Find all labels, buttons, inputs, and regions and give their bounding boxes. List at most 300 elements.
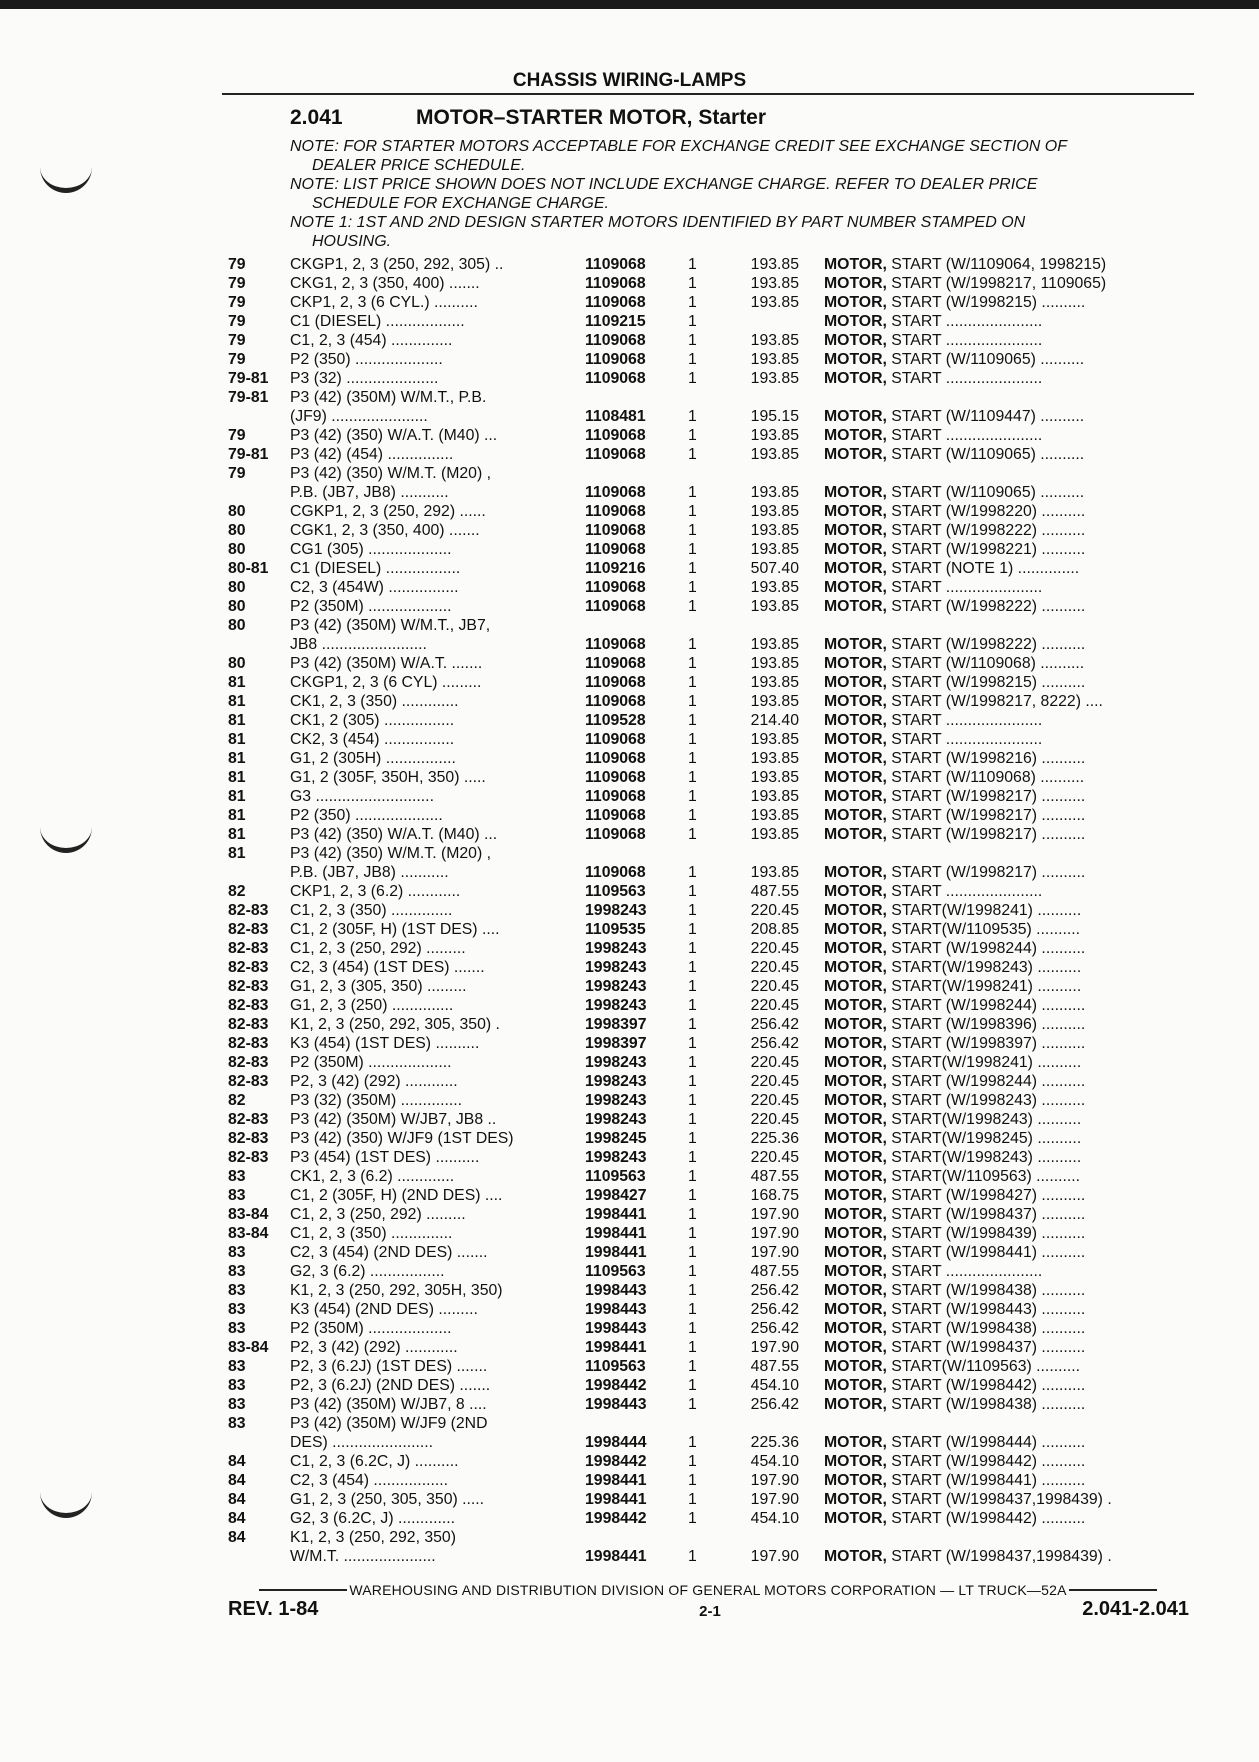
table-row (0, 1205, 1259, 1224)
note (290, 137, 1190, 175)
part-number: 1998397 (585, 1035, 647, 1052)
list-price: 193.85 (750, 769, 799, 786)
list-price: 193.85 (750, 864, 799, 881)
quantity: 1 (688, 256, 697, 273)
model-application: CK1, 2 (305) ................ (290, 712, 455, 729)
model-year: 80 (228, 541, 246, 558)
description-text: START (W/1998244) .......... (886, 940, 1086, 957)
table-row (0, 1015, 1259, 1034)
description (824, 977, 1189, 996)
description-keyword: MOTOR, (824, 731, 887, 748)
model-application: P3 (42) (350) W/M.T. (M20) , (290, 845, 492, 862)
description-text: START (W/1109064, 1998215) (886, 256, 1107, 273)
description-text: START (W/1109065) .......... (886, 484, 1085, 501)
model-application: C1, 2, 3 (250, 292) ......... (290, 940, 466, 957)
quantity: 1 (688, 826, 697, 843)
model-application: C2, 3 (454) (2ND DES) ....... (290, 1244, 488, 1261)
description-keyword: MOTOR, (824, 1434, 887, 1451)
description-text: START ...................... (886, 427, 1043, 444)
model-year: 83 (228, 1377, 246, 1394)
list-price: 197.90 (750, 1244, 799, 1261)
model-application: P.B. (JB7, JB8) ........... (290, 484, 449, 501)
quantity: 1 (688, 1073, 697, 1090)
model-application: CG1 (305) ................... (290, 541, 452, 558)
quantity: 1 (688, 1301, 697, 1318)
description-text: START(W/1998243) .......... (886, 959, 1082, 976)
description-keyword: MOTOR, (824, 1225, 887, 1242)
revision-label: REV. 1-84 (228, 1598, 319, 1620)
description (824, 730, 1189, 749)
table-row (0, 1110, 1259, 1129)
description-keyword: MOTOR, (824, 1491, 887, 1508)
list-price: 220.45 (750, 1149, 799, 1166)
part-number: 1109563 (585, 1168, 646, 1185)
model-year: 82-83 (228, 940, 269, 957)
model-application: P2, 3 (42) (292) ............ (290, 1073, 458, 1090)
part-number: 1998442 (585, 1510, 647, 1527)
description-text: START (W/1998222) .......... (886, 522, 1086, 539)
part-number: 1109068 (585, 275, 646, 292)
table-row (0, 768, 1259, 787)
part-number: 1109068 (585, 427, 646, 444)
table-row (0, 1243, 1259, 1262)
quantity: 1 (688, 1225, 697, 1242)
model-year: 80 (228, 522, 246, 539)
quantity: 1 (688, 1491, 697, 1508)
description (824, 1148, 1189, 1167)
table-row (0, 844, 1259, 863)
description-keyword: MOTOR, (824, 1130, 887, 1147)
table-row (0, 1509, 1259, 1528)
model-application: P3 (42) (350M) W/M.T., JB7, (290, 617, 491, 634)
part-number: 1998443 (585, 1282, 647, 1299)
model-year: 79-81 (228, 389, 269, 406)
description-keyword: MOTOR, (824, 294, 887, 311)
model-application: G2, 3 (6.2C, J) ............. (290, 1510, 456, 1527)
model-application: P3 (32) (350M) .............. (290, 1092, 463, 1109)
model-application: W/M.T. ..................... (290, 1548, 436, 1565)
description (824, 1319, 1189, 1338)
quantity: 1 (688, 1320, 697, 1337)
part-number: 1998243 (585, 1111, 647, 1128)
description (824, 1186, 1189, 1205)
description-text: START (W/1998221) .......... (886, 541, 1086, 558)
model-year: 79-81 (228, 370, 269, 387)
description-keyword: MOTOR, (824, 1263, 887, 1280)
description-text: START (W/1998442) .......... (886, 1377, 1086, 1394)
model-year: 83-84 (228, 1225, 269, 1242)
table-row (0, 1300, 1259, 1319)
quantity: 1 (688, 446, 697, 463)
list-price: 193.85 (750, 294, 799, 311)
description-keyword: MOTOR, (824, 788, 887, 805)
model-year: 82-83 (228, 1035, 269, 1052)
description (824, 1509, 1189, 1528)
quantity: 1 (688, 1339, 697, 1356)
description-text: START (W/1998217) .......... (886, 864, 1086, 881)
note-line: NOTE: LIST PRICE SHOWN DOES NOT INCLUDE EXCHANGE CHARGE. REFER TO DEALER PRICE (290, 176, 1038, 193)
table-row (0, 1034, 1259, 1053)
description-text: START (NOTE 1) .............. (886, 560, 1080, 577)
part-number: 1998243 (585, 997, 647, 1014)
model-application: P3 (42) (350M) W/A.T. ....... (290, 655, 483, 672)
description-keyword: MOTOR, (824, 1301, 887, 1318)
description-text: START (W/1998439) .......... (886, 1225, 1086, 1242)
list-price: 220.45 (750, 1092, 799, 1109)
model-year: 82-83 (228, 978, 269, 995)
table-row (0, 1224, 1259, 1243)
description-keyword: MOTOR, (824, 1206, 887, 1223)
part-number: 1109068 (585, 731, 646, 748)
list-price: 220.45 (750, 978, 799, 995)
model-year: 82-83 (228, 902, 269, 919)
description-keyword: MOTOR, (824, 902, 887, 919)
table-row (0, 312, 1259, 331)
part-number: 1109216 (585, 560, 646, 577)
description-text: START (W/1998397) .......... (886, 1035, 1086, 1052)
list-price: 256.42 (750, 1035, 799, 1052)
table-row (0, 1528, 1259, 1547)
note-line: SCHEDULE FOR EXCHANGE CHARGE. (312, 195, 609, 212)
part-number: 1108481 (585, 408, 646, 425)
model-application: C1, 2 (305F, H) (1ST DES) .... (290, 921, 500, 938)
table-row (0, 502, 1259, 521)
description-keyword: MOTOR, (824, 693, 887, 710)
model-application: CKP1, 2, 3 (6.2) ............ (290, 883, 461, 900)
description-text: START ...................... (886, 313, 1043, 330)
model-application: P2, 3 (42) (292) ............ (290, 1339, 458, 1356)
section-number: 2.041 (290, 106, 343, 129)
quantity: 1 (688, 807, 697, 824)
description-keyword: MOTOR, (824, 408, 887, 425)
model-application: CK1, 2, 3 (6.2) ............. (290, 1168, 455, 1185)
part-number: 1109563 (585, 1263, 646, 1280)
part-number: 1109068 (585, 256, 646, 273)
description-keyword: MOTOR, (824, 503, 887, 520)
list-price: 193.85 (750, 788, 799, 805)
description-text: START (W/1998441) .......... (886, 1472, 1086, 1489)
part-number: 1109068 (585, 484, 646, 501)
section-title: MOTOR–STARTER MOTOR, Starter (416, 106, 767, 129)
list-price: 195.15 (750, 408, 799, 425)
list-price: 220.45 (750, 997, 799, 1014)
quantity: 1 (688, 1263, 697, 1280)
description-keyword: MOTOR, (824, 636, 887, 653)
description-text: START (W/1998437) .......... (886, 1206, 1086, 1223)
quantity: 1 (688, 560, 697, 577)
description-text: START(W/1998241) .......... (886, 1054, 1082, 1071)
model-year: 81 (228, 788, 246, 805)
model-application: C1 (DIESEL) .................. (290, 313, 465, 330)
model-application: P3 (42) (350M) W/JB7, JB8 .. (290, 1111, 497, 1128)
part-number: 1109068 (585, 674, 646, 691)
table-row (0, 749, 1259, 768)
model-application: K3 (454) (1ST DES) .......... (290, 1035, 480, 1052)
table-row (0, 1319, 1259, 1338)
description-text: START ...................... (886, 712, 1043, 729)
part-number: 1998443 (585, 1396, 647, 1413)
model-year: 80 (228, 598, 246, 615)
description (824, 1167, 1189, 1186)
part-number: 1998443 (585, 1320, 647, 1337)
description-text: START (W/1998215) .......... (886, 674, 1086, 691)
quantity: 1 (688, 864, 697, 881)
description-keyword: MOTOR, (824, 1358, 887, 1375)
list-price: 225.36 (750, 1130, 799, 1147)
description-text: START (W/1109447) .......... (886, 408, 1085, 425)
list-price: 193.85 (750, 351, 799, 368)
list-price: 193.85 (750, 275, 799, 292)
model-application: CKP1, 2, 3 (6 CYL.) .......... (290, 294, 478, 311)
description (824, 958, 1189, 977)
quantity: 1 (688, 921, 697, 938)
table-row (0, 274, 1259, 293)
binder-hole-mark (40, 160, 92, 193)
table-row (0, 1053, 1259, 1072)
table-row (0, 464, 1259, 483)
part-number: 1109068 (585, 503, 646, 520)
quantity: 1 (688, 788, 697, 805)
quantity: 1 (688, 484, 697, 501)
list-price: 220.45 (750, 1073, 799, 1090)
table-row (0, 426, 1259, 445)
model-year: 80 (228, 617, 246, 634)
quantity: 1 (688, 1054, 697, 1071)
footer-division-line (228, 1582, 1188, 1598)
model-application: CK2, 3 (454) ................ (290, 731, 455, 748)
page-header: CHASSIS WIRING-LAMPS (512, 70, 747, 91)
description-text: START(W/1109535) .......... (886, 921, 1081, 938)
quantity: 1 (688, 655, 697, 672)
description (824, 939, 1189, 958)
quantity: 1 (688, 636, 697, 653)
description-text: START ...................... (886, 579, 1043, 596)
part-number: 1109068 (585, 864, 646, 881)
model-application: C2, 3 (454) ................. (290, 1472, 449, 1489)
table-row (0, 711, 1259, 730)
part-number: 1998243 (585, 1054, 647, 1071)
description-text: START (W/1998220) .......... (886, 503, 1086, 520)
model-year: 80 (228, 655, 246, 672)
table-row (0, 293, 1259, 312)
parts-list (0, 255, 1259, 1566)
model-application: C1, 2, 3 (350) .............. (290, 902, 453, 919)
part-number: 1109528 (585, 712, 646, 729)
note (290, 213, 1190, 251)
quantity: 1 (688, 351, 697, 368)
quantity: 1 (688, 1111, 697, 1128)
part-number: 1109068 (585, 655, 646, 672)
part-number: 1998444 (585, 1434, 647, 1451)
model-year: 82 (228, 883, 246, 900)
description (824, 407, 1189, 426)
model-application: P3 (42) (350M) W/JB7, 8 .... (290, 1396, 487, 1413)
description (824, 312, 1189, 331)
description-keyword: MOTOR, (824, 427, 887, 444)
model-application: C2, 3 (454) (1ST DES) ....... (290, 959, 485, 976)
part-number: 1998441 (585, 1244, 647, 1261)
list-price: 193.85 (750, 731, 799, 748)
description (824, 1110, 1189, 1129)
description-text: START (W/1998217) .......... (886, 807, 1086, 824)
description (824, 578, 1189, 597)
description (824, 255, 1189, 274)
description-keyword: MOTOR, (824, 1396, 887, 1413)
description (824, 331, 1189, 350)
description (824, 1262, 1189, 1281)
part-number: 1109563 (585, 1358, 646, 1375)
description-keyword: MOTOR, (824, 1168, 887, 1185)
model-application: CKGP1, 2, 3 (250, 292, 305) .. (290, 256, 504, 273)
model-application: C2, 3 (454W) ................ (290, 579, 459, 596)
table-row (0, 1072, 1259, 1091)
description-keyword: MOTOR, (824, 1377, 887, 1394)
model-year: 83 (228, 1320, 246, 1337)
description (824, 768, 1189, 787)
note-line: NOTE: FOR STARTER MOTORS ACCEPTABLE FOR EXCHANGE CREDIT SEE EXCHANGE SECTION OF (290, 138, 1067, 155)
model-year: 79 (228, 294, 246, 311)
description-keyword: MOTOR, (824, 598, 887, 615)
model-year: 83 (228, 1301, 246, 1318)
model-year: 84 (228, 1491, 246, 1508)
description-text: START (W/1998222) .......... (886, 598, 1086, 615)
description-text: START ...................... (886, 731, 1043, 748)
list-price: 193.85 (750, 427, 799, 444)
description-keyword: MOTOR, (824, 959, 887, 976)
quantity: 1 (688, 1149, 697, 1166)
list-price: 208.85 (750, 921, 799, 938)
description-text: START (W/1998438) .......... (886, 1282, 1086, 1299)
description-text: START (W/1998217) .......... (886, 788, 1086, 805)
quantity: 1 (688, 541, 697, 558)
quantity: 1 (688, 1453, 697, 1470)
description (824, 1376, 1189, 1395)
part-number: 1109068 (585, 769, 646, 786)
model-application: P2 (350) .................... (290, 807, 443, 824)
description (824, 369, 1189, 388)
description (824, 502, 1189, 521)
description-text: START (W/1998216) .......... (886, 750, 1086, 767)
description-text: START ...................... (886, 883, 1043, 900)
quantity: 1 (688, 750, 697, 767)
model-year: 83 (228, 1282, 246, 1299)
description-keyword: MOTOR, (824, 332, 887, 349)
table-row (0, 1452, 1259, 1471)
model-year: 82-83 (228, 959, 269, 976)
table-row (0, 597, 1259, 616)
description (824, 521, 1189, 540)
list-price: 256.42 (750, 1301, 799, 1318)
description-text: START (W/1998437,1998439) . (886, 1491, 1112, 1508)
description-keyword: MOTOR, (824, 1035, 887, 1052)
model-application: P3 (42) (454) ............... (290, 446, 454, 463)
list-price: 225.36 (750, 1434, 799, 1451)
description (824, 806, 1189, 825)
list-price: 507.40 (750, 560, 799, 577)
description-keyword: MOTOR, (824, 1187, 887, 1204)
description (824, 1129, 1189, 1148)
description (824, 863, 1189, 882)
part-number: 1109068 (585, 579, 646, 596)
model-year: 82-83 (228, 997, 269, 1014)
list-price: 487.55 (750, 1358, 799, 1375)
model-year: 79 (228, 351, 246, 368)
part-number: 1109068 (585, 807, 646, 824)
description (824, 540, 1189, 559)
quantity: 1 (688, 522, 697, 539)
quantity: 1 (688, 294, 697, 311)
model-application: P2 (350) .................... (290, 351, 443, 368)
model-year: 81 (228, 712, 246, 729)
model-year: 80-81 (228, 560, 269, 577)
description (824, 1072, 1189, 1091)
list-price: 220.45 (750, 959, 799, 976)
table-row (0, 806, 1259, 825)
description-text: START (W/1109068) .......... (886, 655, 1085, 672)
list-price: 197.90 (750, 1225, 799, 1242)
description (824, 1490, 1189, 1509)
description-text: START ...................... (886, 1263, 1043, 1280)
list-price: 454.10 (750, 1453, 799, 1470)
description (824, 445, 1189, 464)
description-keyword: MOTOR, (824, 1054, 887, 1071)
quantity: 1 (688, 1130, 697, 1147)
table-row (0, 901, 1259, 920)
section-range: 2.041-2.041 (1082, 1598, 1189, 1620)
table-row (0, 1281, 1259, 1300)
description-keyword: MOTOR, (824, 1282, 887, 1299)
part-number: 1109068 (585, 351, 646, 368)
list-price: 193.85 (750, 579, 799, 596)
table-row (0, 939, 1259, 958)
model-year: 82 (228, 1092, 246, 1109)
description (824, 274, 1189, 293)
description (824, 1395, 1189, 1414)
part-number: 1998243 (585, 1149, 647, 1166)
part-number: 1109068 (585, 693, 646, 710)
model-year: 83 (228, 1168, 246, 1185)
part-number: 1998442 (585, 1453, 647, 1470)
part-number: 1998442 (585, 1377, 647, 1394)
part-number: 1109068 (585, 750, 646, 767)
part-number: 1998427 (585, 1187, 647, 1204)
list-price: 220.45 (750, 940, 799, 957)
list-price: 193.85 (750, 503, 799, 520)
model-year: 83 (228, 1415, 246, 1432)
quantity: 1 (688, 1510, 697, 1527)
part-number: 1109068 (585, 541, 646, 558)
list-price: 487.55 (750, 1263, 799, 1280)
description-text: START (W/1998442) .......... (886, 1510, 1086, 1527)
description-keyword: MOTOR, (824, 997, 887, 1014)
table-row (0, 787, 1259, 806)
quantity: 1 (688, 1472, 697, 1489)
description-keyword: MOTOR, (824, 1339, 887, 1356)
description (824, 597, 1189, 616)
table-row (0, 1395, 1259, 1414)
model-application: (JF9) ...................... (290, 408, 428, 425)
quantity: 1 (688, 997, 697, 1014)
quantity: 1 (688, 959, 697, 976)
model-year: 81 (228, 807, 246, 824)
description (824, 1338, 1189, 1357)
model-application: G1, 2, 3 (250, 305, 350) ..... (290, 1491, 485, 1508)
part-number: 1109068 (585, 370, 646, 387)
description-keyword: MOTOR, (824, 446, 887, 463)
quantity: 1 (688, 503, 697, 520)
description (824, 692, 1189, 711)
quantity: 1 (688, 1244, 697, 1261)
